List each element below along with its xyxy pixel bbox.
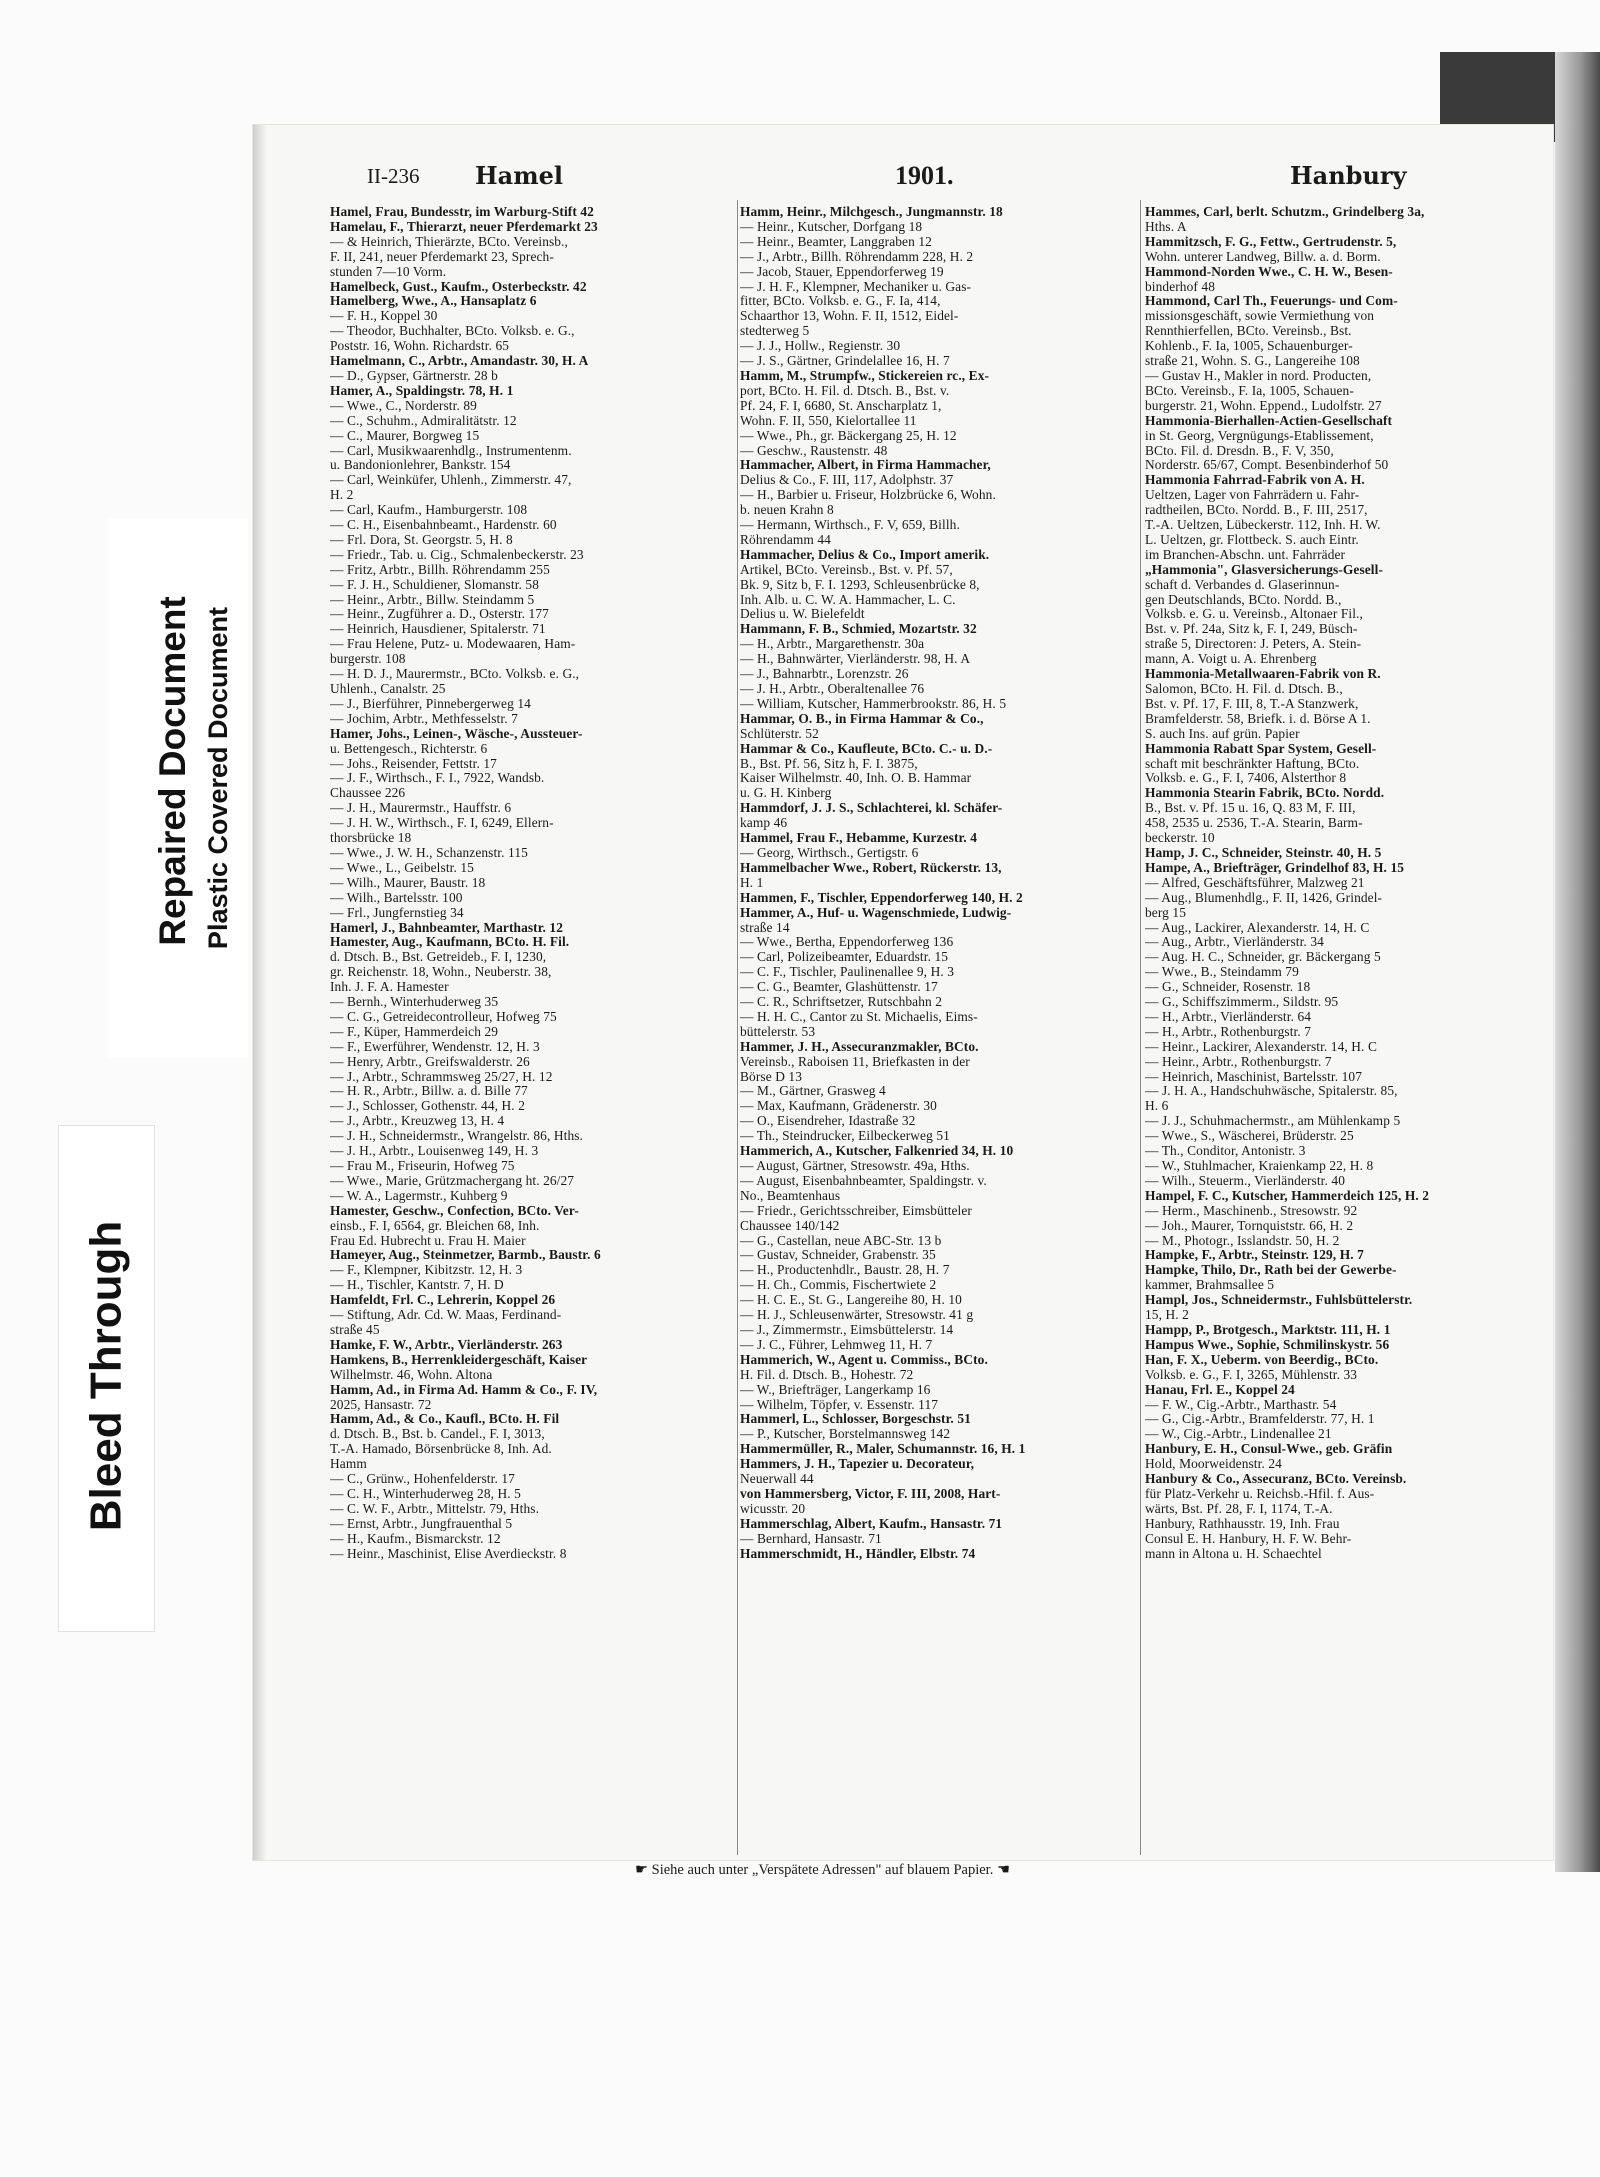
directory-entry-line: burgerstr. 108 <box>330 651 406 667</box>
directory-entry-line: Wohn. F. II, 550, Kielortallee 11 <box>740 412 917 428</box>
directory-entry-line: — C., Schuhm., Admiralitätstr. 12 <box>330 412 517 428</box>
directory-entry-line: — Gustav, Schneider, Grabenstr. 35 <box>740 1247 936 1263</box>
directory-entry-line: Hammdorf, J. J. S., Schlachterei, kl. Schäfer- <box>740 800 1003 816</box>
directory-entry-line: — Carl, Weinküfer, Uhlenh., Zimmerstr. 47, <box>330 472 572 488</box>
directory-entry-line: — Hermann, Wirthsch., F. V, 659, Billh. <box>740 517 960 533</box>
directory-entry-line: — Theodor, Buchhalter, BCto. Volksb. e. G., <box>330 323 575 339</box>
directory-entry-line: Hamester, Aug., Kaufmann, BCto. H. Fil. <box>330 934 570 950</box>
directory-entry-line: — C. H., Eisenbahnbeamt., Hardenstr. 60 <box>330 517 557 533</box>
directory-entry-line: Hamm, Ad., & Co., Kaufl., BCto. H. Fil <box>330 1411 560 1427</box>
directory-entry-line: Delius u. W. Bielefeldt <box>740 606 865 622</box>
directory-entry-line: — Georg, Wirthsch., Gertigstr. 6 <box>740 844 919 860</box>
directory-entry-line: — H., Tischler, Kantstr. 7, H. D <box>330 1277 504 1293</box>
directory-entry-line: — Jacob, Stauer, Eppendorferweg 19 <box>740 263 944 279</box>
directory-entry-line: Hampus Wwe., Sophie, Schmilinskystr. 56 <box>1145 1336 1390 1352</box>
directory-entry-line: — Ernst, Arbtr., Jungfrauenthal 5 <box>330 1515 513 1531</box>
directory-entry-line: Wilhelmstr. 46, Wohn. Altona <box>330 1366 493 1382</box>
directory-entry-line: Hamm, Ad., in Firma Ad. Hamm & Co., F. IV, <box>330 1381 598 1397</box>
directory-entry-line: Chaussee 140/142 <box>740 1217 840 1233</box>
directory-entry-line: Hammerl, L., Schlosser, Borgeschstr. 51 <box>740 1411 971 1427</box>
directory-entry-line: — Bernhard, Hansastr. 71 <box>740 1530 882 1546</box>
directory-entry-line: — Aug., Blumenhdlg., F. II, 1426, Grindel- <box>1145 889 1383 905</box>
directory-entry-line: S. auch Ins. auf grün. Papier <box>1145 725 1300 741</box>
directory-entry-line: — Wwe., Marie, Grützmachergang ht. 26/27 <box>330 1172 575 1188</box>
middle-column <box>740 205 1140 1561</box>
directory-entry-line: BCto. Vereinsb., F. Ia, 1005, Schauen- <box>1145 382 1354 398</box>
directory-entry-line: — Henry, Arbtr., Greifswalderstr. 26 <box>330 1053 530 1069</box>
directory-entry-line: — Wwe., J. W. H., Schanzenstr. 115 <box>330 844 528 860</box>
directory-entry-line: straße 5, Directoren: J. Peters, A. Stein- <box>1145 636 1362 652</box>
directory-entry-line: — J., Zimmermstr., Eimsbüttelerstr. 14 <box>740 1321 954 1337</box>
directory-entry-line: — Friedr., Tab. u. Cig., Schmalenbeckerstr. 23 <box>330 546 584 562</box>
directory-entry-line: — Wilh., Steuerm., Vierländerstr. 40 <box>1145 1172 1345 1188</box>
directory-entry-line: L. Ueltzen, gr. Flottbeck. S. auch Eintr. <box>1145 531 1359 547</box>
directory-entry-line: Neuerwall 44 <box>740 1471 814 1487</box>
directory-entry-line: Hammerschlag, Albert, Kaufm., Hansastr. 71 <box>740 1515 1003 1531</box>
directory-entry-line: büttelerstr. 53 <box>740 1023 816 1039</box>
directory-entry-line: — H., Barbier u. Friseur, Holzbrücke 6, Wohn. <box>740 487 996 503</box>
directory-entry-line: — J., Arbtr., Schrammsweg 25/27, H. 12 <box>330 1068 553 1084</box>
directory-entry-line: — Wilh., Bartelsstr. 100 <box>330 889 463 905</box>
directory-entry-line: Ueltzen, Lager von Fahrrädern u. Fahr- <box>1145 487 1360 503</box>
directory-entry-line: — C. G., Getreidecontrolleur, Hofweg 75 <box>330 1008 557 1024</box>
directory-entry-line: — J. S., Gärtner, Grindelallee 16, H. 7 <box>740 353 950 369</box>
directory-entry-line: — H., Bahnwärter, Vierländerstr. 98, H. A <box>740 651 971 667</box>
directory-entry-line: — C., Maurer, Borgweg 15 <box>330 427 480 443</box>
directory-entry-line: — Wwe., Ph., gr. Bäckergang 25, H. 12 <box>740 427 957 443</box>
directory-entry-line: straße 45 <box>330 1321 380 1337</box>
directory-entry-line: — Frau Helene, Putz- u. Modewaaren, Ham- <box>330 636 576 652</box>
directory-entry-line: — H., Arbtr., Margarethenstr. 30a <box>740 636 925 652</box>
directory-entry-line: — P., Kutscher, Borstelmannsweg 142 <box>740 1426 951 1442</box>
directory-entry-line: Hamfeldt, Frl. C., Lehrerin, Koppel 26 <box>330 1292 556 1308</box>
directory-entry-line: gen Deutschlands, BCto. Nordd. B., <box>1145 591 1342 607</box>
directory-entry-line: T.-A. Hamado, Börsenbrücke 8, Inh. Ad. <box>330 1441 552 1457</box>
directory-entry-line: gr. Reichenstr. 18, Wohn., Neuberstr. 38, <box>330 964 552 980</box>
directory-entry-line: beckerstr. 10 <box>1145 830 1215 846</box>
directory-entry-line: mann, A. Voigt u. A. Ehrenberg <box>1145 651 1317 667</box>
directory-entry-line: — Friedr., Gerichtsschreiber, Eimsbütteler <box>740 1202 972 1218</box>
directory-entry-line: Hanbury, Rathhausstr. 19, Inh. Frau <box>1145 1515 1340 1531</box>
directory-entry-line: — M., Photogr., Isslandstr. 50, H. 2 <box>1145 1232 1340 1248</box>
directory-entry-line: — Heinr., Kutscher, Dorfgang 18 <box>740 218 923 234</box>
directory-entry-line: — G., Cig.-Arbtr., Bramfelderstr. 77, H. 1 <box>1145 1411 1375 1427</box>
directory-entry-line: für Platz-Verkehr u. Reichsb.-Hfil. f. Aus- <box>1145 1485 1375 1501</box>
plastic-covered-text: Plastic Covered Document <box>203 606 233 950</box>
directory-entry-line: — & Heinrich, Thierärzte, BCto. Vereinsb., <box>330 233 568 249</box>
directory-entry-line: kammer, Brahmsallee 5 <box>1145 1277 1275 1293</box>
directory-entry-line: Hammers, J. H., Tapezier u. Decorateur, <box>740 1456 975 1472</box>
directory-entry-line: Schlüterstr. 52 <box>740 725 819 741</box>
directory-entry-line: Hammond, Carl Th., Feuerungs- und Com- <box>1145 293 1398 309</box>
directory-entry-line: B., Bst. Pf. 56, Sitz h, F. I. 3875, <box>740 755 918 771</box>
directory-entry-line: Schaarthor 13, Wohn. F. II, 1512, Eidel- <box>740 308 959 324</box>
directory-entry-line: Hampel, F. C., Kutscher, Hammerdeich 125, H. 2 <box>1145 1187 1430 1203</box>
directory-entry-line: — G., Castellan, neue ABC-Str. 13 b <box>740 1232 942 1248</box>
directory-entry-line: Delius & Co., F. III, 117, Adolphstr. 37 <box>740 472 954 488</box>
directory-entry-line: — F. J. H., Schuldiener, Slomanstr. 58 <box>330 576 539 592</box>
directory-entry-line: — Johs., Reisender, Fettstr. 17 <box>330 755 497 771</box>
directory-entry-line: Vereinsb., Raboisen 11, Briefkasten in der <box>740 1053 970 1069</box>
directory-entry-line: Hammonia Stearin Fabrik, BCto. Nordd. <box>1145 785 1385 801</box>
directory-entry-line: — H., Arbtr., Vierländerstr. 64 <box>1145 1008 1312 1024</box>
directory-entry-line: Wohn. unterer Landweg, Billw. a. d. Borm. <box>1145 248 1381 264</box>
directory-entry-line: — J. C., Führer, Lehmweg 11, H. 7 <box>740 1336 933 1352</box>
directory-entry-line: Hammar & Co., Kaufleute, BCto. C.- u. D.- <box>740 740 993 756</box>
directory-entry-line: — Jochim, Arbtr., Methfesselstr. 7 <box>330 710 518 726</box>
directory-entry-line: — H. D. J., Maurermstr., BCto. Volksb. e. G., <box>330 666 580 682</box>
directory-entry-line: — Th., Steindrucker, Eilbeckerweg 51 <box>740 1128 950 1144</box>
directory-entry-line: — Wwe., S., Wäscherei, Brüderstr. 25 <box>1145 1128 1354 1144</box>
directory-entry-line: H. 2 <box>330 487 354 503</box>
directory-entry-line: — Heinr., Arbtr., Rothenburgstr. 7 <box>1145 1053 1332 1069</box>
directory-entry-line: — H. C. E., St. G., Langereihe 80, H. 10 <box>740 1292 962 1308</box>
directory-entry-line: b. neuen Krahn 8 <box>740 502 834 518</box>
directory-entry-line: Uhlenh., Canalstr. 25 <box>330 681 446 696</box>
directory-entry-line: — M., Gärtner, Grasweg 4 <box>740 1083 886 1099</box>
directory-entry-line: 458, 2535 u. 2536, T.-A. Stearin, Barm- <box>1145 815 1363 831</box>
directory-entry-line: Hammonia-Metallwaaren-Fabrik von R. <box>1145 666 1381 682</box>
directory-entry-line: H. 1 <box>740 874 764 890</box>
left-column <box>330 205 735 1561</box>
directory-entry-line: — Aug. H. C., Schneider, gr. Bäckergang 5 <box>1145 949 1381 965</box>
directory-entry-line: Inh. J. F. A. Hamester <box>330 979 449 995</box>
directory-entry-line: Volksb. e. G., F. I, 3265, Mühlenstr. 33 <box>1145 1366 1358 1382</box>
directory-entry-line: u. Bettengesch., Richterstr. 6 <box>330 740 488 756</box>
directory-entry-line: kamp 46 <box>740 815 788 831</box>
directory-entry-line: — Heinr., Zugführer a. D., Osterstr. 177 <box>330 606 549 622</box>
directory-entry-line: — F., Klempner, Kibitzstr. 12, H. 3 <box>330 1262 523 1278</box>
directory-entry-line: — Joh., Maurer, Tornquiststr. 66, H. 2 <box>1145 1217 1354 1233</box>
directory-entry-line: — J. H. W., Wirthsch., F. I, 6249, Ellern- <box>330 815 554 831</box>
directory-entry-line: — Stiftung, Adr. Cd. W. Maas, Ferdinand- <box>330 1307 562 1323</box>
left-keyword: Hamel <box>475 161 564 190</box>
directory-entry-line: — H. R., Arbtr., Billw. a. d. Bille 77 <box>330 1083 528 1099</box>
directory-entry-line: Bst. v. Pf. 17, F. III, 8, T.-A Stanzwerk, <box>1145 695 1359 711</box>
directory-entry-line: — Frau M., Friseurin, Hofweg 75 <box>330 1158 515 1173</box>
directory-entry-line: Hths. A <box>1145 218 1187 234</box>
directory-entry-line: — G., Schiffszimmerm., Sildstr. 95 <box>1145 994 1339 1010</box>
directory-entry-line: Hammacher, Delius & Co., Import amerik. <box>740 546 990 562</box>
directory-entry-line: — Heinrich, Hausdiener, Spitalerstr. 71 <box>330 621 546 637</box>
directory-entry-line: — Heinr., Maschinist, Elise Averdieckstr. 8 <box>330 1545 567 1561</box>
directory-entry-line: Hammerich, W., Agent u. Commiss., BCto. <box>740 1351 988 1367</box>
directory-entry-line: — C. H., Winterhuderweg 28, H. 5 <box>330 1485 521 1501</box>
directory-entry-line: — F. H., Koppel 30 <box>330 308 438 324</box>
directory-entry-line: — Wwe., L., Geibelstr. 15 <box>330 859 474 875</box>
directory-entry-line: missionsgeschäft, sowie Vermiethung von <box>1145 308 1375 324</box>
directory-entry-line: Hammann, F. B., Schmied, Mozartstr. 32 <box>740 621 977 637</box>
directory-entry-line: — J. H., Arbtr., Oberaltenallee 76 <box>740 681 925 696</box>
directory-entry-line: — W. A., Lagermstr., Kuhberg 9 <box>330 1187 508 1203</box>
directory-entry-line: BCto. Fil. d. Dresdn. B., F. V, 350, <box>1145 442 1334 458</box>
directory-entry-line: F. II, 241, neuer Pferdemarkt 23, Sprech- <box>330 248 554 264</box>
bleed-through-label <box>58 1125 155 1632</box>
directory-entry-line: Hanbury, E. H., Consul-Wwe., geb. Gräfin <box>1145 1441 1393 1457</box>
directory-entry-line: — J. H. F., Klempner, Mechaniker u. Gas- <box>740 278 972 294</box>
directory-entry-line: Hamelmann, C., Arbtr., Amandastr. 30, H. A <box>330 353 589 369</box>
directory-entry-line: — F. W., Cig.-Arbtr., Marthastr. 54 <box>1145 1396 1337 1412</box>
directory-entry-line: Norderstr. 65/67, Compt. Besenbinderhof 50 <box>1145 457 1389 473</box>
directory-entry-line: Bst. v. Pf. 24a, Sitz k, F. I, 249, Büsch- <box>1145 621 1358 637</box>
directory-entry-line: Hampke, F., Arbtr., Steinstr. 129, H. 7 <box>1145 1247 1364 1263</box>
directory-entry-line: Hammes, Carl, berlt. Schutzm., Grindelberg 3a, <box>1145 205 1425 219</box>
directory-entry-line: — William, Kutscher, Hammerbrookstr. 86, H. 5 <box>740 695 1007 711</box>
directory-entry-line: einsb., F. I, 6564, gr. Bleichen 68, Inh. <box>330 1217 540 1233</box>
directory-entry-line: d. Dtsch. B., Bst. b. Candel., F. I, 3013, <box>330 1426 545 1442</box>
directory-entry-line: — W., Stuhlmacher, Kraienkamp 22, H. 8 <box>1145 1158 1374 1173</box>
right-keyword: Hanbury <box>1290 161 1407 190</box>
directory-entry-line: Hamke, F. W., Arbtr., Vierländerstr. 263 <box>330 1336 563 1352</box>
directory-entry-line: stedterweg 5 <box>740 323 810 339</box>
directory-entry-line: Hanau, Frl. E., Koppel 24 <box>1145 1381 1295 1397</box>
year-heading: 1901. <box>895 161 954 190</box>
condition-label <box>108 518 248 1058</box>
directory-entry-line: Frau Ed. Hubrecht u. Frau H. Maier <box>330 1232 526 1248</box>
directory-entry-line: Kohlenb., F. Ia, 1005, Schauenburger- <box>1145 338 1353 354</box>
directory-entry-line: Hammitzsch, F. G., Fettw., Gertrudenstr. 5, <box>1145 233 1397 249</box>
directory-entry-line: Hammermüller, R., Maler, Schumannstr. 16, H. 1 <box>740 1441 1026 1457</box>
directory-entry-line: Poststr. 16, Wohn. Richardstr. 65 <box>330 338 510 354</box>
directory-entry-line: Hamm <box>330 1456 367 1472</box>
directory-entry-line: — Th., Conditor, Antonistr. 3 <box>1145 1143 1306 1159</box>
directory-entry-line: — W., Briefträger, Langerkamp 16 <box>740 1381 931 1397</box>
directory-entry-line: — H., Kaufm., Bismarckstr. 12 <box>330 1530 501 1546</box>
directory-entry-line: Chaussee 226 <box>330 785 406 801</box>
directory-entry-line: — J. H., Schneidermstr., Wrangelstr. 86, Hths. <box>330 1128 584 1144</box>
column-divider <box>737 200 738 1855</box>
directory-entry-line: No., Beamtenhaus <box>740 1187 841 1203</box>
directory-entry-line: Röhrendamm 44 <box>740 531 831 547</box>
directory-entry-line: Hammer, J. H., Assecuranzmakler, BCto. <box>740 1038 979 1054</box>
directory-entry-line: u. G. H. Kinberg <box>740 785 832 801</box>
directory-entry-line: Hamerl, J., Bahnbeamter, Marthastr. 12 <box>330 919 564 935</box>
directory-entry-line: straße 14 <box>740 919 790 935</box>
directory-entry-line: — J., Bahnarbtr., Lorenzstr. 26 <box>740 666 909 682</box>
directory-entry-line: — D., Gypser, Gärtnerstr. 28 b <box>330 367 498 383</box>
directory-entry-line: — J., Arbtr., Kreuzweg 13, H. 4 <box>330 1113 505 1129</box>
directory-entry-line: — F., Ewerführer, Wendenstr. 12, H. 3 <box>330 1038 540 1054</box>
directory-entry-line: Hamm, Heinr., Milchgesch., Jungmannstr. 18 <box>740 205 1003 219</box>
directory-entry-line: Hamel, Frau, Bundesstr, im Warburg-Stift 42 <box>330 205 594 219</box>
spine-shadow <box>253 125 267 1860</box>
directory-entry-line: Hold, Moorweidenstr. 24 <box>1145 1456 1282 1472</box>
directory-entry-line: port, BCto. H. Fil. d. Dtsch. B., Bst. v. <box>740 382 950 398</box>
directory-entry-line: schaft d. Verbandes d. Glaserinnun- <box>1145 576 1340 592</box>
directory-entry-line: Hammonia Rabatt Spar System, Gesell- <box>1145 740 1377 756</box>
directory-entry-line: Hammerich, A., Kutscher, Falkenried 34, H. 10 <box>740 1143 1014 1159</box>
directory-entry-line: Hamer, A., Spaldingstr. 78, H. 1 <box>330 382 514 398</box>
directory-entry-line: — Heinrich, Maschinist, Bartelsstr. 107 <box>1145 1068 1363 1084</box>
directory-entry-line: von Hammersberg, Victor, F. III, 2008, Hart- <box>740 1485 1001 1501</box>
directory-entry-line: in St. Georg, Vergnügungs-Etablissement, <box>1145 427 1374 443</box>
directory-entry-line: — Wwe., C., Norderstr. 89 <box>330 397 477 413</box>
right-column <box>1145 205 1550 1561</box>
directory-entry-line: „Hammonia", Glasversicherungs-Gesell- <box>1145 561 1384 577</box>
repaired-document-text: Repaired Document <box>152 596 193 946</box>
directory-entry-line: Hamkens, B., Herrenkleidergeschäft, Kaiser <box>330 1351 588 1367</box>
directory-entry-line: — Frl., Jungfernstieg 34 <box>330 904 464 920</box>
directory-entry-line: Hampp, P., Brotgesch., Marktstr. 111, H. 1 <box>1145 1321 1391 1337</box>
directory-entry-line: Hammelbacher Wwe., Robert, Rückerstr. 13, <box>740 859 1002 875</box>
directory-entry-line: straße 21, Wohn. S. G., Langereihe 108 <box>1145 353 1360 369</box>
directory-entry-line: Volksb. e. G. u. Vereinsb., Altonaer Fil., <box>1145 606 1363 622</box>
directory-entry-line: Hamelberg, Wwe., A., Hansaplatz 6 <box>330 293 537 309</box>
directory-entry-line: — August, Eisenbahnbeamter, Spaldingstr. v. <box>740 1172 987 1188</box>
directory-entry-line: — O., Eisendreher, Idastraße 32 <box>740 1113 916 1129</box>
directory-entry-line: — W., Cig.-Arbtr., Lindenallee 21 <box>1145 1426 1332 1442</box>
directory-entry-line: Hamelbeck, Gust., Kaufm., Osterbeckstr. 42 <box>330 278 587 294</box>
directory-entry-line: — Heinr., Beamter, Langgraben 12 <box>740 233 932 249</box>
directory-entry-line: — H., Productenhdlr., Baustr. 28, H. 7 <box>740 1262 950 1278</box>
directory-entry-line: — C. W. F., Arbtr., Mittelstr. 79, Hths. <box>330 1500 540 1516</box>
directory-entry-line: wicusstr. 20 <box>740 1500 806 1516</box>
directory-entry-line: — C. F., Tischler, Paulinenallee 9, H. 3 <box>740 964 955 980</box>
directory-entry-line: — Wwe., Bertha, Eppendorferweg 136 <box>740 934 954 950</box>
directory-entry-line: binderhof 48 <box>1145 278 1215 294</box>
directory-entry-line: T.-A. Ueltzen, Lübeckerstr. 112, Inh. H. W. <box>1145 517 1381 533</box>
directory-entry-line: — Carl, Kaufm., Hamburgerstr. 108 <box>330 502 528 518</box>
page-number: II-236 <box>367 164 420 188</box>
directory-entry-line: — Wilhelm, Töpfer, v. Essenstr. 117 <box>740 1396 939 1412</box>
directory-entry-line: H. Fil. d. Dtsch. B., Hohestr. 72 <box>740 1366 914 1382</box>
directory-entry-line: — Max, Kaufmann, Grädenerstr. 30 <box>740 1098 937 1114</box>
directory-entry-line: Hameyer, Aug., Steinmetzer, Barmb., Baustr. 6 <box>330 1247 601 1263</box>
directory-entry-line: 2025, Hansastr. 72 <box>330 1396 432 1412</box>
directory-entry-line: — Carl, Musikwaarenhdlg., Instrumentenm. <box>330 442 572 458</box>
directory-entry-line: mann in Altona u. H. Schaechtel <box>1145 1545 1322 1561</box>
directory-entry-line: Hamelau, F., Thierarzt, neuer Pferdemarkt 23 <box>330 218 598 234</box>
directory-entry-line: — C. R., Schriftsetzer, Rutschbahn 2 <box>740 994 943 1010</box>
directory-entry-line: — H. J., Schleusenwärter, Stresowstr. 41 g <box>740 1307 974 1323</box>
directory-entry-line: Hammonia-Bierhallen-Actien-Gesellschaft <box>1145 412 1393 428</box>
directory-entry-line: Volksb. e. G., F. I, 7406, Alsterthor 8 <box>1145 770 1347 786</box>
directory-entry-line: Hammond-Norden Wwe., C. H. W., Besen- <box>1145 263 1393 279</box>
directory-entry-line: — J. F., Wirthsch., F. I., 7922, Wandsb. <box>330 770 545 786</box>
directory-entry-line: — H. H. C., Cantor zu St. Michaelis, Eims- <box>740 1008 978 1024</box>
directory-entry-line: Hammar, O. B., in Firma Hammar & Co., <box>740 710 984 726</box>
directory-entry-line: Bramfelderstr. 58, Briefk. i. d. Börse A 1. <box>1145 710 1371 726</box>
directory-entry-line: — J. H., Arbtr., Louisenweg 149, H. 3 <box>330 1143 539 1159</box>
directory-entry-line: Hammel, Frau F., Hebamme, Kurzestr. 4 <box>740 830 978 846</box>
directory-entry-line: — Wilh., Maurer, Baustr. 18 <box>330 874 486 890</box>
directory-entry-line: — J., Schlosser, Gothenstr. 44, H. 2 <box>330 1098 525 1114</box>
directory-entry-line: — Frl. Dora, St. Georgstr. 5, H. 8 <box>330 531 513 547</box>
directory-entry-line: burgerstr. 21, Wohn. Eppend., Ludolfstr. 27 <box>1145 397 1382 413</box>
directory-entry-line: Han, F. X., Ueberm. von Beerdig., BCto. <box>1145 1351 1379 1367</box>
directory-entry-line: — J. H., Maurermstr., Hauffstr. 6 <box>330 800 512 816</box>
directory-entry-line: berg 15 <box>1145 904 1186 920</box>
bleed-through-text: Bleed Through <box>81 1220 131 1532</box>
directory-entry-line: Hammacher, Albert, in Firma Hammacher, <box>740 457 991 473</box>
directory-entry-line: — J. J., Hollw., Regienstr. 30 <box>740 338 901 354</box>
directory-entry-line: Hanbury & Co., Assecuranz, BCto. Vereinsb. <box>1145 1471 1407 1487</box>
directory-entry-line: — J., Bierführer, Pinnebergerweg 14 <box>330 695 531 711</box>
directory-entry-line: — G., Schneider, Rosenstr. 18 <box>1145 979 1311 995</box>
directory-entry-line: Bk. 9, Sitz b, F. I. 1293, Schleusenbrücke 8, <box>740 576 980 592</box>
directory-entry-line: stunden 7—10 Vorm. <box>330 263 447 279</box>
directory-entry-line: Consul E. H. Hanbury, H. F. W. Behr- <box>1145 1530 1352 1546</box>
directory-entry-line: — Aug., Lackirer, Alexanderstr. 14, H. C <box>1145 919 1370 935</box>
directory-entry-line: — Gustav H., Makler in nord. Producten, <box>1145 367 1372 383</box>
directory-entry-line: — August, Gärtner, Stresowstr. 49a, Hths. <box>740 1158 970 1173</box>
directory-entry-line: — Alfred, Geschäftsführer, Malzweg 21 <box>1145 874 1365 890</box>
directory-entry-line: Rennthierfellen, BCto. Vereinsb., Bst. <box>1145 323 1352 339</box>
directory-entry-line: H. 6 <box>1145 1098 1169 1114</box>
directory-entry-line: Hamester, Geschw., Confection, BCto. Ver- <box>330 1202 579 1218</box>
directory-entry-line: — F., Küper, Hammerdeich 29 <box>330 1023 499 1039</box>
directory-entry-line: 15, H. 2 <box>1145 1307 1189 1323</box>
directory-entry-line: — H., Arbtr., Rothenburgstr. 7 <box>1145 1023 1312 1039</box>
directory-entry-line: Hammonia Fahrrad-Fabrik von A. H. <box>1145 472 1365 488</box>
directory-entry-line: — J., Arbtr., Billh. Röhrendamm 228, H. 2 <box>740 248 974 264</box>
directory-entry-line: radtheilen, BCto. Nordd. B., F. III, 2517, <box>1145 502 1368 518</box>
directory-entry-line: u. Bandonionlehrer, Bankstr. 154 <box>330 457 511 473</box>
directory-entry-line: B., Bst. v. Pf. 15 u. 16, Q. 83 M, F. III, <box>1145 800 1356 816</box>
footer-note: ☛ Siehe auch unter „Verspätete Adressen" auf blauem Papier. ☚ <box>635 1862 1010 1878</box>
book-page-edge <box>1555 52 1600 1872</box>
directory-entry-line: — Herm., Maschinenb., Stresowstr. 92 <box>1145 1202 1358 1218</box>
directory-entry-line: Hamp, J. C., Schneider, Steinstr. 40, H. 5 <box>1145 844 1382 860</box>
directory-entry-line: — Heinr., Arbtr., Billw. Steindamm 5 <box>330 591 535 607</box>
directory-entry-line: Inh. Alb. u. C. W. A. Hammacher, L. C. <box>740 591 956 607</box>
directory-entry-line: — Wwe., B., Steindamm 79 <box>1145 964 1299 980</box>
directory-entry-line: Hamer, Johs., Leinen-, Wäsche-, Aussteuer- <box>330 725 583 741</box>
directory-entry-line: — C., Grünw., Hohenfelderstr. 17 <box>330 1471 515 1487</box>
directory-entry-line: Hamm, M., Strumpfw., Stickereien rc., Ex- <box>740 367 990 383</box>
directory-entry-line: — Heinr., Lackirer, Alexanderstr. 14, H. C <box>1145 1038 1377 1054</box>
directory-entry-line: Hammerschmidt, H., Händler, Elbstr. 74 <box>740 1545 976 1561</box>
directory-entry-line: — Geschw., Raustenstr. 48 <box>740 442 888 458</box>
directory-entry-line: — J. J., Schuhmachermstr., am Mühlenkamp 5 <box>1145 1113 1401 1129</box>
directory-entry-line: — C. G., Beamter, Glashüttenstr. 17 <box>740 979 938 995</box>
directory-entry-line: thorsbrücke 18 <box>330 830 412 846</box>
directory-entry-line: im Branchen-Abschn. unt. Fahrräder <box>1145 546 1346 562</box>
column-divider <box>1140 200 1141 1855</box>
directory-entry-line: Pf. 24, F. I, 6680, St. Anscharplatz 1, <box>740 397 942 413</box>
directory-entry-line: Hampe, A., Briefträger, Grindelhof 83, H. 15 <box>1145 859 1405 875</box>
directory-entry-line: Kaiser Wilhelmstr. 40, Inh. O. B. Hammar <box>740 770 972 786</box>
directory-entry-line: — Bernh., Winterhuderweg 35 <box>330 994 499 1010</box>
directory-entry-line: — J. H. A., Handschuhwäsche, Spitalerstr. 85, <box>1145 1083 1398 1099</box>
directory-entry-line: — H. Ch., Commis, Fischertwiete 2 <box>740 1277 937 1293</box>
directory-entry-line: Börse D 13 <box>740 1068 802 1084</box>
directory-entry-line: Salomon, BCto. H. Fil. d. Dtsch. B., <box>1145 681 1343 696</box>
directory-entry-line: wärts, Bst. Pf. 28, F. I, 1174, T.-A. <box>1145 1500 1333 1516</box>
directory-entry-line: — Carl, Polizeibeamter, Eduardstr. 15 <box>740 949 949 965</box>
directory-entry-line: Hampl, Jos., Schneidermstr., Fuhlsbüttelerstr. <box>1145 1292 1413 1308</box>
directory-entry-line: fitter, BCto. Volksb. e. G., F. Ia, 414, <box>740 293 941 309</box>
directory-entry-line: Artikel, BCto. Vereinsb., Bst. v. Pf. 57, <box>740 561 953 577</box>
directory-entry-line: — Aug., Arbtr., Vierländerstr. 34 <box>1145 934 1324 950</box>
directory-entry-line: Hammer, A., Huf- u. Wagenschmiede, Ludwig- <box>740 904 1012 920</box>
directory-entry-line: schaft mit beschränkter Haftung, BCto. <box>1145 755 1360 771</box>
directory-entry-line: Hammen, F., Tischler, Eppendorferweg 140, H. 2 <box>740 889 1023 905</box>
directory-entry-line: Hampke, Thilo, Dr., Rath bei der Gewerbe- <box>1145 1262 1397 1278</box>
directory-entry-line: — Fritz, Arbtr., Billh. Röhrendamm 255 <box>330 561 550 577</box>
directory-entry-line: d. Dtsch. B., Bst. Getreideb., F. I, 1230, <box>330 949 547 965</box>
